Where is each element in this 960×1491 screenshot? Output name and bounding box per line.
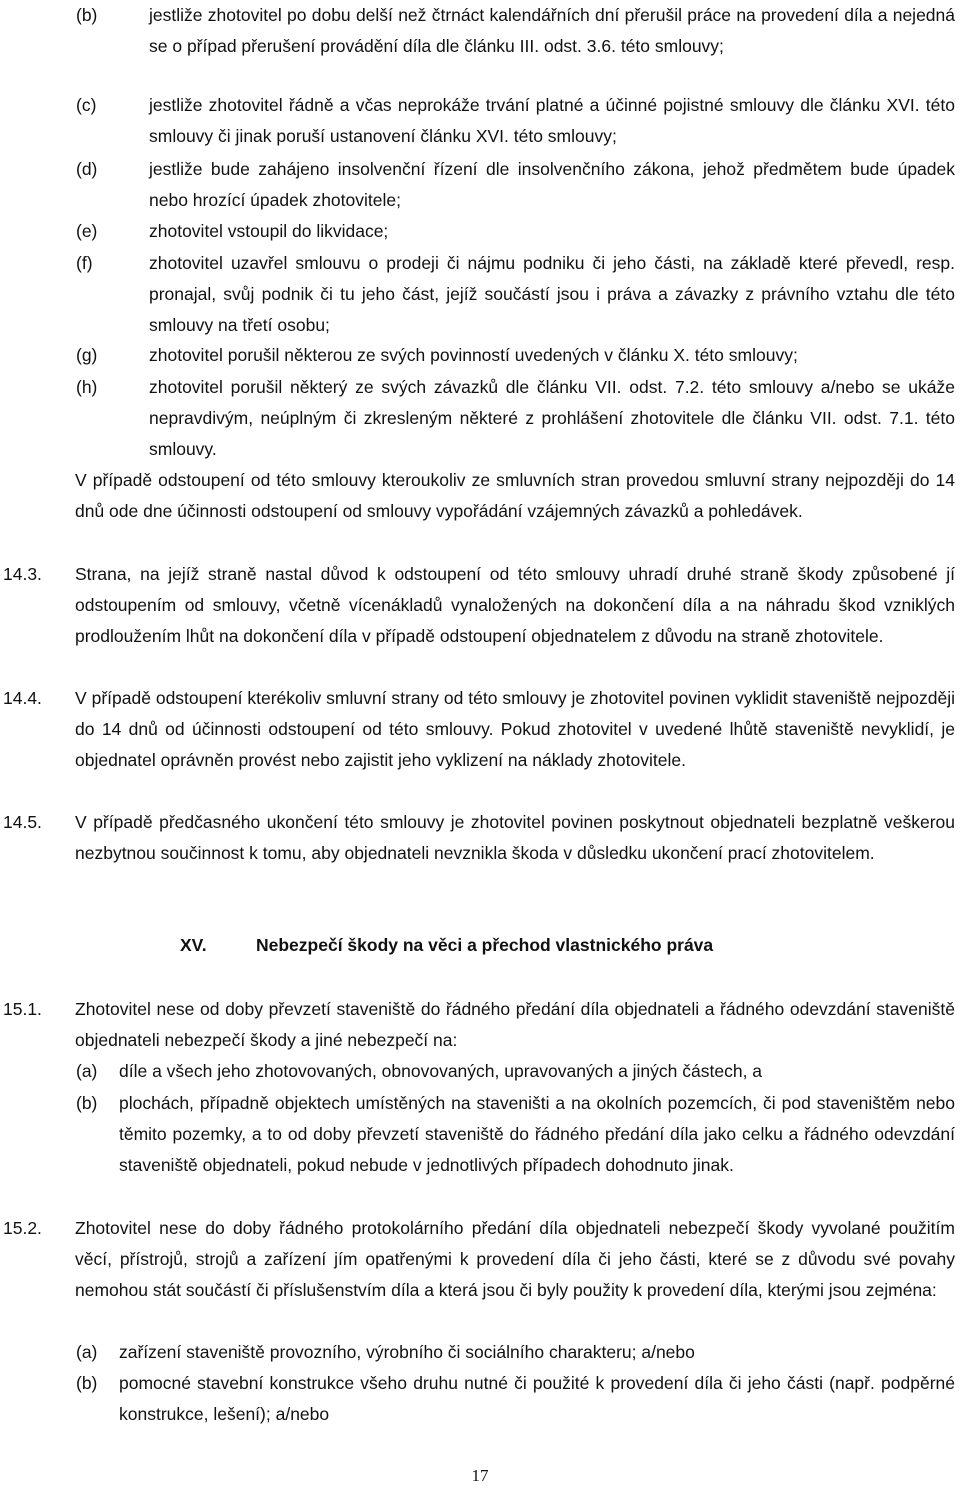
clause-number: 14.4. [3,688,42,708]
item-text: zhotovitel porušil některou ze svých povinností uvedených v článku X. této smlouvy; [149,345,798,365]
item-label: (a) [76,1061,98,1081]
item-text: zhotovitel vstoupil do likvidace; [149,221,389,241]
section-number: XV. [180,935,207,955]
item-text: zhotovitel uzavřel smlouvu o prodeji či nájmu podniku či jeho části, na základě které převedl, resp. pronajal, svůj podnik či tu jeho část, jejíž součástí jsou i práva a závazky z právního vztahu dle této smlouvy na třetí osobu; [149,253,955,335]
clause-text: V případě předčasného ukončení této smlouvy je zhotovitel povinen poskytnout objednateli bezplatně veškerou nezbytnou součinnost k tomu, aby objednateli nevznikla škoda v důsledku ukončení prací zhotovitelem. [75,812,955,863]
section-title: Nebezpečí škody na věci a přechod vlastnického práva [256,935,714,955]
item-text: pomocné stavební konstrukce všeho druhu nutné či použité k provedení díla či jeho části (např. podpěrné konstrukce, lešení); a/nebo [119,1373,955,1424]
clause-number: 14.3. [3,564,42,584]
item-text: jestliže zhotovitel řádně a včas neprokáže trvání platné a účinné pojistné smlouvy dle článku XVI. této smlouvy či jinak poruší ustanovení článku XVI. této smlouvy; [149,95,955,146]
item-text: díle a všech jeho zhotovovaných, obnovovaných, upravovaných a jiných částech, a [119,1061,763,1081]
item-label: (c) [76,95,97,115]
item-label: (a) [76,1342,98,1362]
item-text: zhotovitel porušil některý ze svých závazků dle článku VII. odst. 7.2. této smlouvy a/nebo se ukáže nepravdivým, neúplným či zkresleným některé z prohlášení zhotovitele dle článku VII. odst. 7.1. této smlouvy. [149,377,955,459]
item-text: plochách, případně objektech umístěných na staveništi a na okolních pozemcích, či pod staveništěm nebo těmito pozemky, a to od doby převzetí staveniště do řádného předání díla jako celku a řádného odevzdání staveniště objednateli, pokud nebude v jednotlivých případech dohodnuto jinak. [119,1093,955,1175]
item-label: (e) [76,221,98,241]
clause-text: Zhotovitel nese od doby převzetí staveniště do řádného předání díla objednateli a řádného odevzdání staveniště objednateli nebezpečí škody a jiné nebezpečí na: [75,999,955,1050]
item-label: (b) [76,1093,98,1113]
clause-number: 15.2. [3,1218,42,1238]
clause-text: Zhotovitel nese do doby řádného protokolárního předání díla objednateli nebezpečí škody vyvolané použitím věcí, přístrojů, strojů a zařízení jím opatřenými k provedení díla či jeho části, které se z důvodu své povahy nemohou stát součástí či příslušenstvím díla a která jsou či byly použity k provedení díla, kterými jsou zejména: [75,1218,955,1300]
item-text: jestliže bude zahájeno insolvenční řízení dle insolvenčního zákona, jehož předmětem bude úpadek nebo hrozící úpadek zhotovitele; [149,159,955,210]
item-label: (d) [76,159,98,179]
page-number: 17 [471,1466,489,1485]
item-text: jestliže zhotovitel po dobu delší než čtrnáct kalendářních dní přerušil práce na provedení díla a nejedná se o případ přerušení provádění díla dle článku III. odst. 3.6. této smlouvy; [149,5,955,56]
item-label: (g) [76,345,98,365]
item-text: zařízení staveniště provozního, výrobního či sociálního charakteru; a/nebo [119,1342,695,1362]
clause-text: V případě odstoupení kterékoliv smluvní strany od této smlouvy je zhotovitel povinen vyklidit staveniště nejpozději do 14 dnů od účinnosti odstoupení od této smlouvy. Pokud zhotovitel v uvedené lhůtě staveniště nevyklidí, je objednatel oprávněn provést nebo zajistit jeho vyklizení na náklady zhotovitele. [75,688,955,770]
clause-number: 15.1. [3,999,42,1019]
clause-number: 14.5. [3,812,42,832]
item-label: (h) [76,377,98,397]
item-label: (f) [76,253,93,273]
item-label: (b) [76,5,98,25]
paragraph-text: V případě odstoupení od této smlouvy kteroukoliv ze smluvních stran provedou smluvní strany nejpozději do 14 dnů ode dne účinnosti odstoupení od smlouvy vypořádání vzájemných závazků a pohledávek. [75,470,955,521]
clause-text: Strana, na jejíž straně nastal důvod k odstoupení od této smlouvy uhradí druhé straně škody způsobené jí odstoupením od smlouvy, včetně vícenákladů vynaložených na dokončení díla a na náhradu škod vzniklých prodloužením lhůt na dokončení díla v případě odstoupení objednatelem z důvodu na straně zhotovitele. [75,564,955,646]
item-label: (b) [76,1373,98,1393]
